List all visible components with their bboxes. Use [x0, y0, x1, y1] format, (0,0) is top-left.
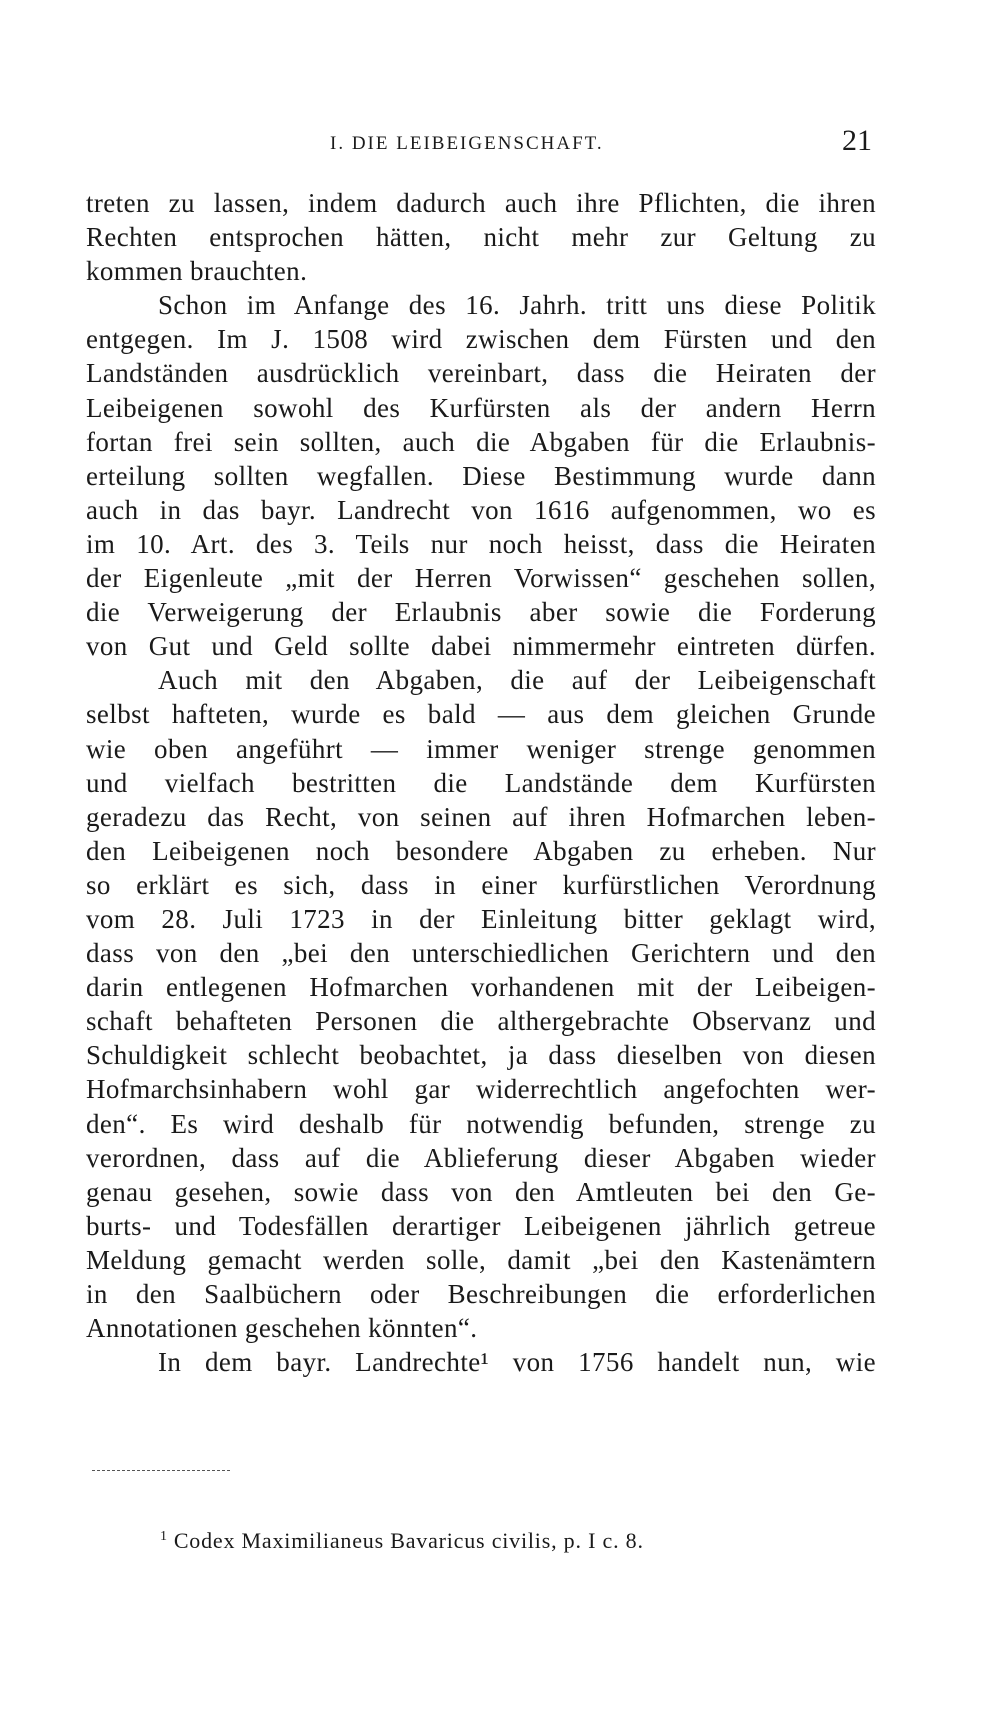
text-line: In dem bayr. Landrechte¹ von 1756 handelt nun, wie — [158, 1347, 876, 1378]
text-line: im 10. Art. des 3. Teils nur noch heisst, dass die Heiraten — [86, 528, 876, 559]
text-line: Schuldigkeit schlecht beobachtet, ja dass dieselben von diesen — [86, 1040, 876, 1071]
running-title: I. DIE LEIBEIGENSCHAFT. — [330, 133, 604, 154]
text-line: erteilung sollten wegfallen. Diese Bestimmung wurde dann — [86, 460, 876, 491]
footnote-divider — [92, 1470, 230, 1471]
text-line: Annotationen geschehen könnten“. — [86, 1313, 478, 1344]
footnote-text: Codex Maximilianeus Bavaricus civilis, p. I c. 8. — [173, 1528, 644, 1553]
text-line: Auch mit den Abgaben, die auf der Leibeigenschaft — [158, 665, 876, 696]
footnote — [160, 1528, 644, 1554]
text-line: den Leibeigenen noch besondere Abgaben zu erheben. Nur — [86, 835, 876, 866]
text-line: und vielfach bestritten die Landstände dem Kurfürsten — [86, 767, 876, 798]
body-text — [86, 186, 876, 1379]
page-number: 21 — [842, 124, 872, 157]
text-line: Hofmarchsinhabern wohl gar widerrechtlich angefochten wer- — [86, 1074, 876, 1105]
text-line: der Eigenleute „mit der Herren Vorwissen“ geschehen sollen, — [86, 563, 876, 594]
text-line: darin entlegenen Hofmarchen vorhandenen mit der Leibeigen- — [86, 972, 876, 1003]
text-line: die Verweigerung der Erlaubnis aber sowie die Forderung — [86, 597, 876, 628]
text-line: genau gesehen, sowie dass von den Amtleuten bei den Ge- — [86, 1176, 876, 1207]
text-line: in den Saalbüchern oder Beschreibungen die erforderlichen — [86, 1279, 876, 1309]
text-line: Leibeigenen sowohl des Kurfürsten als der andern Herrn — [86, 392, 876, 423]
text-line: burts- und Todesfällen derartiger Leibeigenen jährlich getreue — [86, 1210, 876, 1241]
footnote-marker: 1 — [160, 1528, 168, 1544]
text-line: vom 28. Juli 1723 in der Einleitung bitter geklagt wird, — [86, 903, 876, 934]
text-line: Landständen ausdrücklich vereinbart, dass die Heiraten der — [86, 358, 876, 389]
text-line: wie oben angeführt — immer weniger strenge genommen — [86, 733, 876, 764]
text-line: selbst hafteten, wurde es bald — aus dem gleichen Grunde — [86, 699, 876, 730]
text-line: entgegen. Im J. 1508 wird zwischen dem Fürsten und den — [86, 324, 876, 355]
text-line: Schon im Anfange des 16. Jahrh. tritt uns diese Politik — [158, 290, 876, 321]
text-line: schaft behafteten Personen die althergebrachte Observanz und — [86, 1006, 876, 1037]
text-line: fortan frei sein sollten, auch die Abgaben für die Erlaubnis- — [86, 426, 876, 457]
text-line: kommen brauchten. — [86, 256, 308, 287]
text-line: auch in das bayr. Landrecht von 1616 aufgenommen, wo es — [86, 494, 876, 525]
text-line: Rechten entsprochen hätten, nicht mehr zur Geltung zu — [86, 222, 876, 253]
text-line: dass von den „bei den unterschiedlichen Gerichtern und den — [86, 938, 876, 969]
text-line: von Gut und Geld sollte dabei nimmermehr eintreten dürfen. — [86, 631, 876, 662]
text-line: so erklärt es sich, dass in einer kurfürstlichen Verordnung — [86, 869, 876, 900]
text-line: verordnen, dass auf die Ablieferung dieser Abgaben wieder — [86, 1142, 876, 1173]
text-line: den“. Es wird deshalb für notwendig befunden, strenge zu — [86, 1108, 876, 1139]
text-line: treten zu lassen, indem dadurch auch ihre Pflichten, die ihren — [86, 188, 876, 218]
text-line: Meldung gemacht werden solle, damit „bei den Kastenämtern — [86, 1244, 876, 1275]
text-line: geradezu das Recht, von seinen auf ihren Hofmarchen leben- — [86, 801, 876, 832]
